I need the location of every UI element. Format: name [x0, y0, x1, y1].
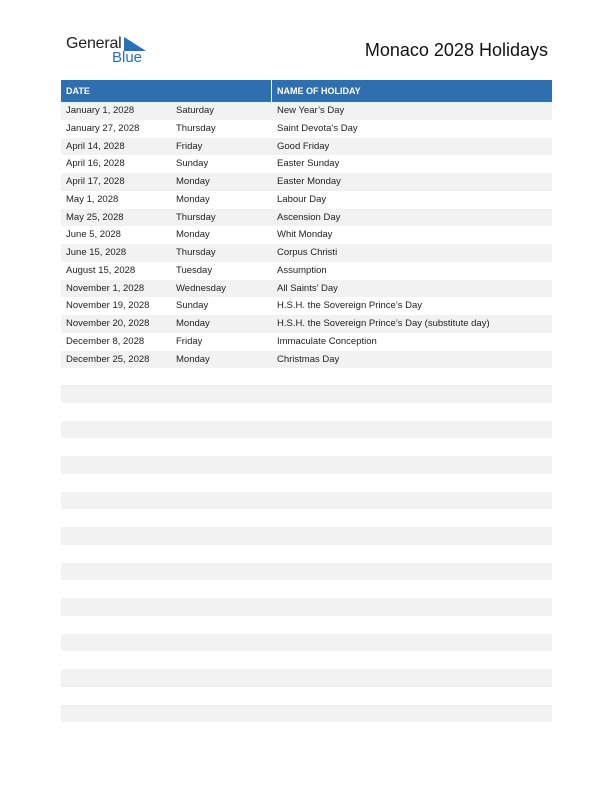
col-header-date: DATE: [66, 86, 90, 96]
empty-rows: [61, 385, 552, 722]
col-header-name: NAME OF HOLIDAY: [277, 86, 361, 96]
empty-row: [61, 527, 552, 545]
date-cell: November 1, 2028: [66, 282, 145, 294]
date-cell: June 15, 2028: [66, 247, 127, 258]
empty-row: [61, 669, 552, 687]
table-row: [61, 333, 552, 351]
table-row: [61, 173, 552, 191]
table-row: [61, 155, 552, 173]
empty-row: [61, 598, 552, 616]
holiday-name-cell: Corpus Christi: [277, 247, 338, 258]
date-cell: August 15, 2028: [66, 264, 136, 276]
table-body: [61, 102, 552, 368]
table-row: [61, 120, 552, 138]
table-row: [61, 226, 552, 244]
day-cell: Monday: [176, 176, 210, 187]
holiday-name-cell: Saint Devota’s Day: [277, 122, 358, 134]
date-cell: January 27, 2028: [66, 122, 140, 134]
date-cell: June 5, 2028: [66, 229, 121, 241]
table-row: [61, 191, 552, 209]
day-cell: Saturday: [176, 105, 215, 116]
empty-row: [61, 563, 552, 581]
day-cell: Thursday: [176, 122, 216, 134]
holiday-name-cell: Good Friday: [277, 140, 330, 152]
empty-row: [61, 580, 552, 598]
empty-row: [61, 634, 552, 652]
holiday-name-cell: Labour Day: [277, 193, 327, 205]
empty-row: [61, 403, 552, 421]
table-row: [61, 138, 552, 156]
day-cell: Friday: [176, 335, 203, 347]
day-cell: Wednesday: [176, 282, 226, 294]
date-cell: January 1, 2028: [66, 105, 135, 116]
date-cell: April 14, 2028: [66, 140, 125, 152]
empty-row: [61, 438, 552, 456]
empty-row: [61, 616, 552, 634]
day-cell: Sunday: [176, 300, 209, 312]
logo-blue-text: Blue: [112, 49, 143, 66]
holiday-name-cell: Whit Monday: [277, 229, 333, 241]
date-cell: November 20, 2028: [66, 318, 150, 329]
date-cell: April 16, 2028: [66, 158, 125, 170]
holiday-name-cell: Immaculate Conception: [277, 335, 377, 347]
day-cell: Thursday: [176, 247, 216, 258]
table-row: [61, 244, 552, 262]
empty-row: [61, 456, 552, 474]
empty-row: [61, 385, 552, 403]
holiday-name-cell: Easter Monday: [277, 176, 341, 187]
empty-row: [61, 492, 552, 510]
logo-general-text: General: [66, 35, 122, 52]
date-cell: November 19, 2028: [66, 300, 150, 312]
day-cell: Thursday: [176, 211, 216, 223]
empty-row: [61, 421, 552, 439]
day-cell: Monday: [176, 229, 210, 241]
day-cell: Friday: [176, 140, 203, 152]
table-row: [61, 315, 552, 333]
holiday-name-cell: H.S.H. the Sovereign Prince’s Day: [277, 300, 423, 312]
empty-row: [61, 474, 552, 492]
table-header: [61, 80, 552, 102]
empty-row: [61, 705, 552, 723]
holiday-table: [61, 80, 552, 368]
date-cell: May 25, 2028: [66, 211, 124, 223]
holiday-name-cell: Assumption: [277, 264, 327, 276]
empty-row: [61, 651, 552, 669]
day-cell: Sunday: [176, 158, 209, 170]
table-row: [61, 297, 552, 315]
empty-row: [61, 545, 552, 563]
table-row: [61, 280, 552, 298]
table-row: [61, 102, 552, 120]
holiday-name-cell: All Saints’ Day: [277, 282, 338, 294]
day-cell: Monday: [176, 193, 210, 205]
date-cell: December 8, 2028: [66, 335, 145, 347]
holiday-name-cell: Easter Sunday: [277, 158, 340, 170]
table-row: [61, 262, 552, 280]
day-cell: Monday: [176, 353, 210, 365]
holiday-name-cell: H.S.H. the Sovereign Prince’s Day (substitute day): [277, 318, 490, 329]
table-row: [61, 351, 552, 369]
empty-row: [61, 509, 552, 527]
date-cell: April 17, 2028: [66, 176, 125, 187]
generalblue-logo: [66, 34, 156, 68]
holiday-name-cell: Christmas Day: [277, 353, 340, 365]
day-cell: Monday: [176, 318, 210, 329]
page-title: Monaco 2028 Holidays: [364, 40, 548, 60]
table-row: [61, 209, 552, 227]
date-cell: May 1, 2028: [66, 193, 119, 205]
empty-row: [61, 687, 552, 705]
date-cell: December 25, 2028: [66, 353, 150, 365]
header-divider: [271, 80, 272, 102]
holiday-name-cell: New Year’s Day: [277, 105, 345, 116]
holiday-name-cell: Ascension Day: [277, 211, 341, 223]
day-cell: Tuesday: [176, 264, 213, 276]
